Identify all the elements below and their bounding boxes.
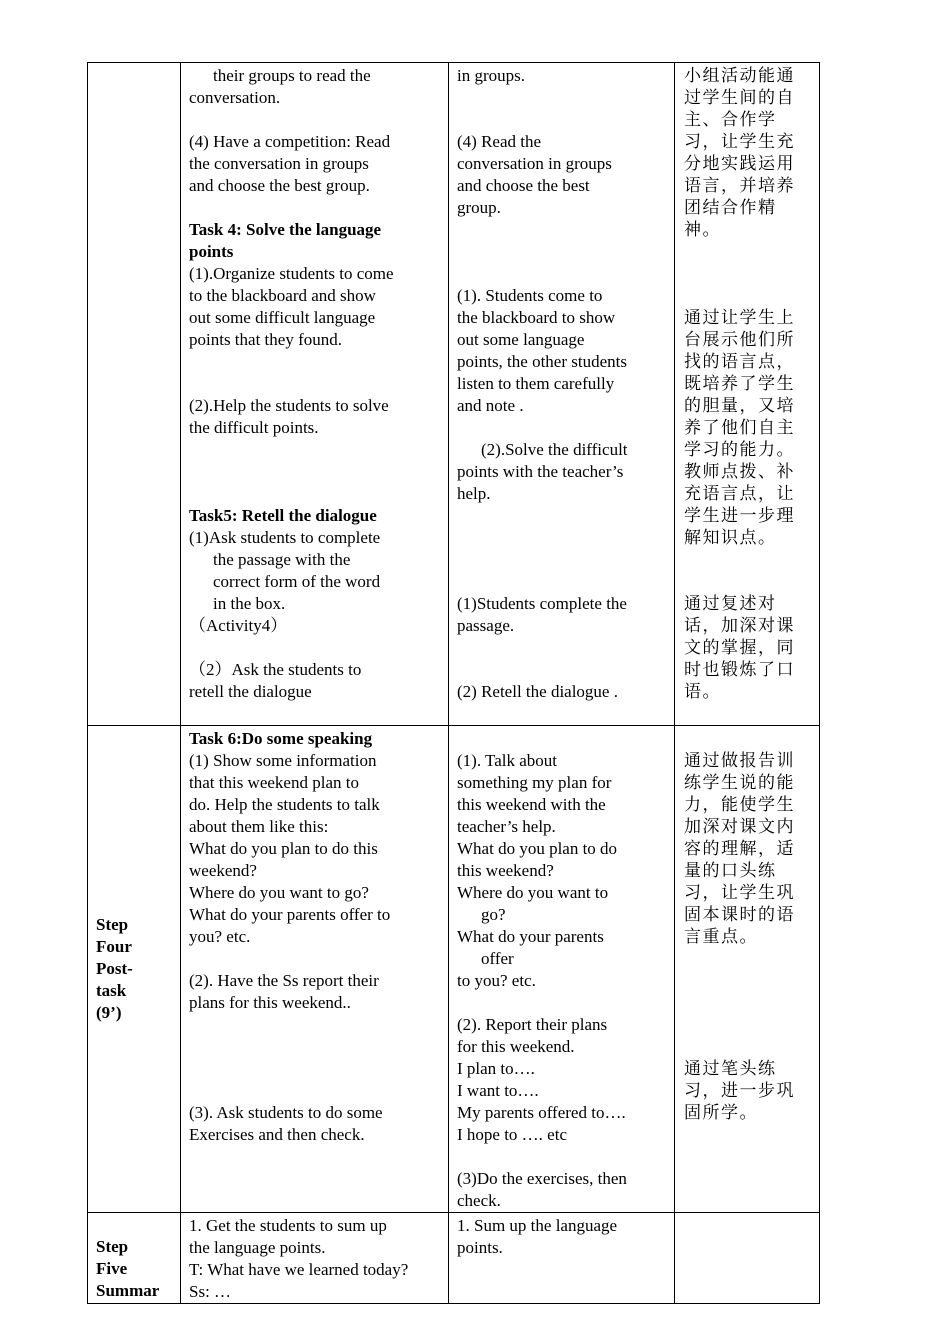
student-activity-cell [449, 1213, 675, 1304]
text-line: I plan to…. [457, 1059, 535, 1078]
text-line: listen to them carefully [457, 374, 615, 393]
text-line: 过学生间的自 [684, 88, 795, 108]
text-line: (1)Students complete the [457, 594, 627, 613]
text-line: Ss: … [189, 1282, 232, 1301]
text-line: (2).Solve the difficult [481, 440, 628, 459]
text-line: the difficult points. [189, 418, 319, 437]
blank-line [457, 417, 666, 439]
text-line: 养了他们自主 [684, 418, 795, 438]
text-line: 习，进一步巩 [684, 1081, 795, 1101]
text-line: to you? etc. [457, 971, 536, 990]
table-row [88, 726, 820, 1213]
blank-line [189, 439, 440, 461]
text-line: 解知识点。 [684, 528, 777, 548]
blank-line [457, 1146, 666, 1168]
text-line: 文的掌握，同 [684, 638, 795, 658]
text-line: the language points. [189, 1238, 326, 1257]
blank-line [189, 461, 440, 483]
text-line: 小组活动能通 [684, 66, 795, 86]
text-line: (3). Ask students to do some [189, 1103, 383, 1122]
purpose-cell [675, 726, 820, 1213]
text-line: 1. Get the students to sum up [189, 1216, 387, 1235]
text-line: 量的口头练 [684, 861, 777, 881]
text-line: Where do you want to [457, 883, 609, 902]
text-line: (2). Have the Ss report their [189, 971, 379, 990]
blank-line [457, 549, 666, 571]
text-line: What do your parents offer to [189, 905, 391, 924]
text-line: for this weekend. [457, 1037, 575, 1056]
text-line: 力，能使学生 [684, 795, 795, 815]
blank-line [457, 219, 666, 241]
text-line: weekend? [189, 861, 257, 880]
text-line: 习，让学生充 [684, 132, 795, 152]
student-activity-cell [449, 63, 675, 726]
step-label-line: (9’) [96, 1003, 122, 1022]
text-line: points with the teacher’s [457, 462, 624, 481]
blank-line [457, 505, 666, 527]
text-line: 通过做报告训 [684, 751, 795, 771]
text-line: T: What have we learned today? [189, 1260, 409, 1279]
text-line: 教师点拨、补 [684, 462, 795, 482]
text-line: 分地实践运用 [684, 154, 795, 174]
blank-line [457, 87, 666, 109]
step-cell [88, 726, 181, 1213]
text-line: (2) Retell the dialogue . [457, 682, 618, 701]
text-line: Exercises and then check. [189, 1125, 365, 1144]
text-line: (1)Ask students to complete [189, 528, 381, 547]
step-label-line: task [96, 981, 127, 1000]
text-line: 语言，并培养 [684, 176, 795, 196]
text-line: (3)Do the exercises, then [457, 1169, 627, 1188]
text-line: the passage with the [213, 550, 351, 569]
blank-line [189, 373, 440, 395]
step-cell [88, 1213, 181, 1304]
lesson-plan-table [87, 62, 820, 1304]
text-line: correct form of the word [213, 572, 381, 591]
blank-line [684, 992, 811, 1014]
text-line: conversation. [189, 88, 281, 107]
text-line: something my plan for [457, 773, 612, 792]
text-line: 找的语言点， [684, 352, 795, 372]
text-line: this weekend? [457, 861, 554, 880]
blank-line [189, 197, 440, 219]
text-line: 固本课时的语 [684, 905, 795, 925]
text-line: (1). Students come to [457, 286, 603, 305]
task-heading: Task 4: Solve the language [189, 220, 382, 239]
text-line: 的胆量，又培 [684, 396, 795, 416]
text-line: check. [457, 1191, 501, 1210]
text-line: 加深对课文内 [684, 817, 795, 837]
blank-line [457, 527, 666, 549]
text-line: to the blackboard and show [189, 286, 376, 305]
step-cell [88, 63, 181, 726]
student-activity-cell [449, 726, 675, 1213]
text-line: and note . [457, 396, 524, 415]
text-line: I hope to …. etc [457, 1125, 567, 1144]
blank-line [189, 483, 440, 505]
text-line: What do your parents [457, 927, 604, 946]
text-line: go? [481, 905, 506, 924]
text-line: plans for this weekend.. [189, 993, 351, 1012]
blank-line [684, 549, 811, 571]
blank-line [457, 992, 666, 1014]
blank-line [189, 1058, 440, 1080]
blank-line [684, 970, 811, 992]
text-line: in the box. [213, 594, 286, 613]
blank-line [457, 659, 666, 681]
blank-line [457, 263, 666, 285]
text-line: 主、合作学 [684, 110, 777, 130]
step-label-line: Five [96, 1259, 128, 1278]
teacher-activity-cell [181, 726, 449, 1213]
text-line: (1). Talk about [457, 751, 557, 770]
text-line: 1. Sum up the language [457, 1216, 618, 1235]
step-label-line: Summar [96, 1281, 160, 1300]
blank-line [457, 109, 666, 131]
text-line: 言重点。 [684, 927, 758, 947]
text-line: What do you plan to do [457, 839, 618, 858]
text-line: 时也锻炼了口 [684, 660, 795, 680]
blank-line [684, 285, 811, 307]
text-line: and choose the best group. [189, 176, 370, 195]
text-line: (4) Read the [457, 132, 542, 151]
step-label-line: Step [96, 915, 129, 934]
table-row [88, 1213, 820, 1304]
text-line: 通过复述对 [684, 594, 777, 614]
text-line: you? etc. [189, 927, 251, 946]
text-line: 学生进一步理 [684, 506, 795, 526]
blank-line [684, 1036, 811, 1058]
text-line: （Activity4） [189, 616, 288, 635]
step-label-line: Post- [96, 959, 133, 978]
blank-line [189, 109, 440, 131]
blank-line [189, 351, 440, 373]
text-line: My parents offered to…. [457, 1103, 626, 1122]
text-line: 通过笔头练 [684, 1059, 777, 1079]
text-line: that this weekend plan to [189, 773, 359, 792]
blank-line [684, 728, 811, 750]
text-line: （2）Ask the students to [189, 660, 362, 679]
text-line: their groups to read the [213, 66, 371, 85]
teacher-activity-cell [181, 63, 449, 726]
text-line: out some difficult language [189, 308, 376, 327]
text-line: 既培养了学生 [684, 374, 795, 394]
table-row [88, 63, 820, 726]
text-line: 通过让学生上 [684, 308, 795, 328]
blank-line [684, 241, 811, 263]
text-line: 练学生说的能 [684, 773, 795, 793]
text-line: retell the dialogue [189, 682, 312, 701]
text-line: 台展示他们所 [684, 330, 795, 350]
task-heading: points [189, 242, 234, 261]
text-line: 语。 [684, 682, 721, 702]
blank-line [189, 1014, 440, 1036]
text-line: (2).Help the students to solve [189, 396, 389, 415]
text-line: do. Help the students to talk [189, 795, 380, 814]
text-line: the blackboard to show [457, 308, 616, 327]
text-line: points. [457, 1238, 503, 1257]
blank-line [189, 1036, 440, 1058]
task-heading: Task5: Retell the dialogue [189, 506, 377, 525]
text-line: I want to…. [457, 1081, 539, 1100]
purpose-cell [675, 63, 820, 726]
blank-line [189, 1080, 440, 1102]
text-line: this weekend with the [457, 795, 606, 814]
text-line: (1).Organize students to come [189, 264, 394, 283]
lesson-plan-page [87, 62, 819, 1304]
blank-line [457, 571, 666, 593]
text-line: group. [457, 198, 501, 217]
text-line: offer [481, 949, 514, 968]
text-line: (2). Report their plans [457, 1015, 608, 1034]
text-line: (4) Have a competition: Read [189, 132, 391, 151]
blank-line [684, 263, 811, 285]
text-line: teacher’s help. [457, 817, 556, 836]
text-line: points, the other students [457, 352, 627, 371]
blank-line [457, 241, 666, 263]
blank-line [189, 948, 440, 970]
text-line: 话，加深对课 [684, 616, 795, 636]
text-line: passage. [457, 616, 515, 635]
text-line: about them like this: [189, 817, 329, 836]
text-line: 容的理解，适 [684, 839, 795, 859]
text-line: Where do you want to go? [189, 883, 369, 902]
text-line: conversation in groups [457, 154, 612, 173]
text-line: the conversation in groups [189, 154, 369, 173]
purpose-cell [675, 1213, 820, 1304]
text-line: 神。 [684, 220, 721, 240]
blank-line [684, 1014, 811, 1036]
blank-line [457, 728, 666, 750]
text-line: 充语言点，让 [684, 484, 795, 504]
text-line: 固所学。 [684, 1103, 758, 1123]
step-label-line: Four [96, 937, 132, 956]
blank-line [684, 571, 811, 593]
text-line: 学习的能力。 [684, 440, 795, 460]
task-heading: Task 6:Do some speaking [189, 729, 373, 748]
text-line: (1) Show some information [189, 751, 377, 770]
text-line: 习，让学生巩 [684, 883, 795, 903]
text-line: in groups. [457, 66, 525, 85]
text-line: 团结合作精 [684, 198, 777, 218]
blank-line [189, 637, 440, 659]
blank-line [457, 637, 666, 659]
text-line: help. [457, 484, 491, 503]
text-line: out some language [457, 330, 585, 349]
step-label-line: Step [96, 1237, 129, 1256]
teacher-activity-cell [181, 1213, 449, 1304]
text-line: What do you plan to do this [189, 839, 378, 858]
blank-line [684, 948, 811, 970]
text-line: and choose the best [457, 176, 590, 195]
text-line: points that they found. [189, 330, 342, 349]
